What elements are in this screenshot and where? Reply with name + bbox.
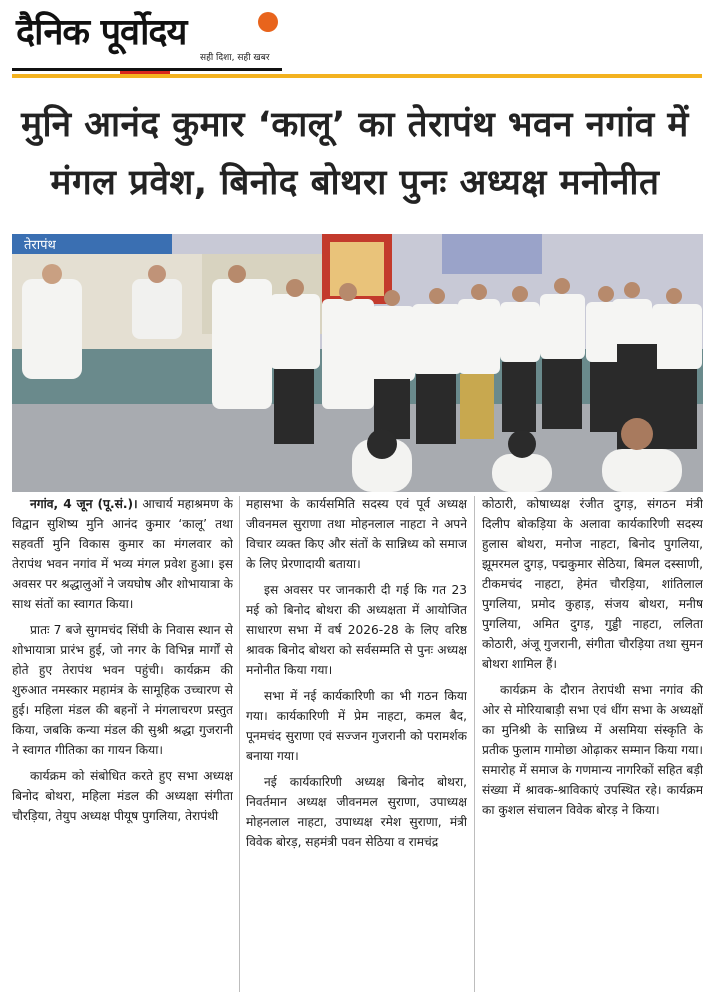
article-column-3 — [482, 494, 703, 996]
masthead-orange-rule — [12, 74, 702, 78]
photo-banner-text: तेरापंथ — [24, 238, 56, 253]
article-paragraph: सभा में नई कार्यकारिणी का भी गठन किया गया। कार्यकारिणी में प्रेम नाहटा, कमल बैद, पूनमचंद सुराणा एवं सज्जन गुजरानी को परामर्शक बनाया गया। — [246, 689, 467, 763]
article-dateline: नगांव, 4 जून (पू.सं.)। — [30, 497, 138, 511]
article-paragraph: कोठारी, कोषाध्यक्ष रंजीत दुगड़, संगठन मंत्री दिलीप बोकड़िया के अलावा कार्यकारिणी सदस्य हुलास बोथरा, मनोज नाहटा, बिनोद पुगलिया, झूमरमल दुगड़, पद्मकुमार सेठिया, बिमल दस्साणी, टीकमचंद नाहटा, हेमंत चौरड़िया, शांतिलाल पुगलिया, प्रमोद कुहाड़, संजय बोथरा, मनीष पुगलिया, अमित दुगड़, गुड्डी नाहटा, ललिता कोठारी, अंजू गुजरानी, संगीता चौरड़िया तथा सुमन बोथरा शामिल हैं। — [482, 497, 703, 671]
article-paragraph: प्रातः 7 बजे सुगमचंद सिंघी के निवास स्थान से शोभायात्रा प्रारंभ हुई, जो नगर के विभिन्न मार्गों से होते हुए तेरापंथ भवन पहुंची। कार्यक्रम की शुरुआत नमस्कार महामंत्र के सामूहिक उच्चारण से हुई। महिला मंडल की बहनों ने मंगलाचरण प्रस्तुत किया, जबकि कन्या मंडल की सुश्री श्रद्धा गुजरानी ने स्वागत गीतिका का गायन किया। — [12, 623, 233, 757]
article-paragraph: इस अवसर पर जानकारी दी गई कि गत 23 मई को बिनोद बोथरा की अध्यक्षता में आयोजित साधारण सभा में वर्ष 2026-28 के लिए वरिष्ठ श्रावक बिनोद बोथरा को सर्वसम्मति से पुनः अध्यक्ष मनोनीत किया गया। — [246, 583, 467, 677]
column-divider — [474, 496, 475, 992]
article-column-2 — [246, 494, 467, 996]
newspaper-tagline: सही दिशा, सही खबर — [200, 53, 270, 63]
headline-line-1: मुनि आनंद कुमार ‘कालू’ का तेरापंथ भवन नगांव में — [21, 105, 689, 145]
article-paragraph: कार्यक्रम को संबोधित करते हुए सभा अध्यक्ष बिनोद बोथरा, महिला मंडल की अध्यक्षा संगीता चौरड़िया, तेयुप अध्यक्ष पीयूष पुगलिया, तेरापंथी — [12, 769, 233, 823]
article-column-1 — [12, 494, 233, 996]
column-divider — [239, 496, 240, 992]
event-photo — [12, 234, 703, 492]
headline — [10, 96, 700, 212]
newspaper-logo: दैनिक पूर्वोदय — [16, 12, 187, 53]
article-paragraph: आचार्य महाश्रमण के विद्वान सुशिष्य मुनि आनंद कुमार ‘कालू’ तथा सहवर्ती मुनि विकास कुमार का मंगलवार को तेरापंथ भवन नगांव में भव्य मंगल प्रवेश हुआ। इस अवसर पर श्रद्धालुओं ने जयघोष और शोभायात्रा के साथ संतों का स्वागत किया। — [12, 497, 233, 611]
headline-line-2: मंगल प्रवेश, बिनोद बोथरा पुनः अध्यक्ष मनोनीत — [50, 163, 660, 203]
event-photo-icon — [12, 234, 703, 492]
masthead — [0, 0, 709, 82]
article-paragraph: नई कार्यकारिणी अध्यक्ष बिनोद बोथरा, निवर्तमान अध्यक्ष जीवनमल सुराणा, उपाध्यक्ष मोहनलाल नाहटा, उपाध्यक्ष रमेश सुराणा, मंत्री विवेक बोरड़, सहमंत्री पवन सेठिया व रामचंद्र — [246, 775, 467, 849]
article-paragraph: कार्यक्रम के दौरान तेरापंथी सभा नगांव की ओर से मोरियाबाड़ी सभा एवं धींग सभा के अध्यक्षों का मुनिश्री के सान्निध्य में असमिया संस्कृति के प्रतीक फुलाम गामोछा ओढ़ाकर सम्मान किया गया। समारोह में समाज के गणमान्य नागरिकों सहित बड़ी संख्या में श्रावक-श्राविकाएं उपस्थित रहे। कार्यक्रम का कुशल संचालन विवेक बोरड़ ने किया। — [482, 683, 703, 817]
logo-sun-icon — [258, 12, 278, 32]
article-paragraph: महासभा के कार्यसमिति सदस्य एवं पूर्व अध्यक्ष जीवनमल सुराणा तथा मोहनलाल नाहटा ने अपने विचार व्यक्त किए और संतों के सान्निध्य को समाज के लिए प्रेरणादायी बताया। — [246, 497, 467, 571]
article-body — [12, 494, 703, 996]
